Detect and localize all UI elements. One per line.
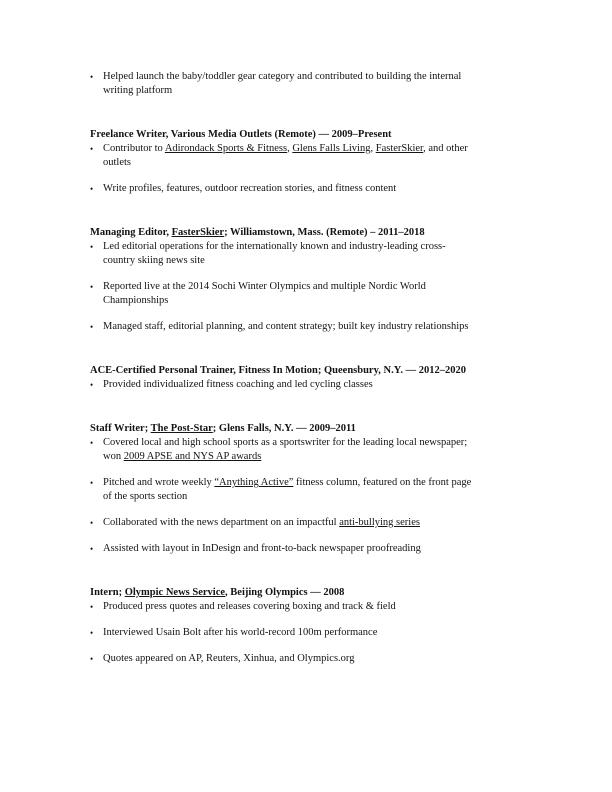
- bullet-marker: •: [90, 478, 94, 488]
- bullet-item: [90, 600, 560, 614]
- text-segment: Reported live at the 2014 Sochi Winter Olympics and multiple Nordic World: [103, 281, 426, 292]
- bullet-item: [90, 542, 560, 556]
- section-heading: [90, 586, 560, 600]
- inline-link[interactable]: FasterSkier: [375, 143, 424, 154]
- section-heading: [90, 422, 560, 436]
- resume-body: [90, 70, 560, 666]
- bullet-marker: •: [90, 184, 94, 194]
- bullet-marker: •: [90, 380, 94, 390]
- text-segment: country skiing news site: [103, 255, 205, 266]
- bullet-text: [103, 626, 560, 640]
- bullet-text: [103, 280, 560, 308]
- inline-link[interactable]: FasterSkier: [171, 227, 225, 238]
- text-segment: Championships: [103, 295, 169, 306]
- text-segment: ,: [370, 143, 376, 154]
- bullet-text: [103, 142, 560, 170]
- text-segment: Produced press quotes and releases covering boxing and track & field: [103, 601, 396, 612]
- bullet-marker: •: [90, 544, 94, 554]
- text-segment: Provided individualized fitness coaching and led cycling classes: [103, 379, 373, 390]
- bullet-marker: •: [90, 144, 94, 154]
- bullet-marker: •: [90, 628, 94, 638]
- text-segment: Staff Writer;: [90, 423, 151, 434]
- text-segment: Pitched and wrote weekly: [103, 477, 215, 488]
- inline-link[interactable]: Olympic News Service: [124, 587, 226, 598]
- inline-link[interactable]: Adirondack Sports & Fitness: [164, 143, 288, 154]
- text-segment: fitness column, featured on the front page: [293, 477, 472, 488]
- bullet-item: [90, 652, 560, 666]
- bullet-text: [103, 476, 560, 504]
- bullet-text: [103, 70, 560, 98]
- bullet-item: [90, 378, 560, 392]
- text-segment: Led editorial operations for the internationally known and industry-leading cross-: [103, 241, 446, 252]
- text-segment: Managing Editor,: [90, 227, 172, 238]
- bullet-marker: •: [90, 438, 94, 448]
- section-heading: [90, 226, 560, 240]
- text-segment: Write profiles, features, outdoor recreation stories, and fitness content: [103, 183, 397, 194]
- bullet-marker: •: [90, 654, 94, 664]
- text-segment: outlets: [103, 157, 131, 168]
- bullet-marker: •: [90, 242, 94, 252]
- inline-link[interactable]: anti-bullying series: [339, 517, 420, 528]
- bullet-text: [103, 240, 560, 268]
- bullet-marker: •: [90, 322, 94, 332]
- continuation-bullets: [90, 70, 560, 98]
- bullet-marker: •: [90, 72, 94, 82]
- bullet-text: [103, 652, 560, 666]
- text-segment: Managed staff, editorial planning, and content strategy; built key industry relationships: [103, 321, 469, 332]
- bullet-text: [103, 516, 560, 530]
- section-staff-writer-post-star: [90, 392, 560, 556]
- bullet-text: [103, 600, 560, 614]
- text-segment: writing platform: [103, 85, 173, 96]
- text-segment: won: [103, 451, 124, 462]
- section-ace-personal-trainer: [90, 334, 560, 392]
- bullet-item: [90, 626, 560, 640]
- sections-container: [90, 98, 560, 666]
- text-segment: Contributor to: [103, 143, 165, 154]
- inline-link[interactable]: 2009 APSE and NYS AP awards: [123, 451, 262, 462]
- bullet-marker: •: [90, 282, 94, 292]
- bullet-marker: •: [90, 602, 94, 612]
- text-segment: ; Glens Falls, N.Y. — 2009–2011: [212, 423, 356, 434]
- bullet-marker: •: [90, 518, 94, 528]
- text-segment: ,: [287, 143, 293, 154]
- bullet-text: [103, 320, 560, 334]
- bullet-text: [103, 182, 560, 196]
- section-intern-olympic-news-service: [90, 556, 560, 666]
- text-segment: of the sports section: [103, 491, 188, 502]
- bullet-item: [90, 320, 560, 334]
- bullet-text: [103, 378, 560, 392]
- text-segment: Covered local and high school sports as a sportswriter for the leading local newspaper;: [103, 437, 468, 448]
- inline-link[interactable]: Glens Falls Living: [292, 143, 371, 154]
- text-segment: Helped launch the baby/toddler gear category and contributed to building the internal: [103, 71, 462, 82]
- bullet-item: [90, 476, 560, 504]
- text-segment: Intern;: [90, 587, 125, 598]
- text-segment: Interviewed Usain Bolt after his world-record 100m performance: [103, 627, 378, 638]
- text-segment: , and other: [423, 143, 468, 154]
- section-heading: [90, 364, 560, 378]
- bullet-text: [103, 542, 560, 556]
- section-managing-editor-fasterskier: [90, 196, 560, 334]
- bullet-item: [90, 516, 560, 530]
- bullet-item: [90, 436, 560, 464]
- bullet-text: [103, 436, 560, 464]
- text-segment: ACE-Certified Personal Trainer, Fitness In Motion; Queensbury, N.Y. — 2012–2020: [90, 365, 466, 376]
- text-segment: , Beijing Olympics — 2008: [225, 587, 345, 598]
- inline-link[interactable]: “Anything Active”: [214, 477, 294, 488]
- text-segment: ; Williamstown, Mass. (Remote) – 2011–2018: [224, 227, 425, 238]
- bullet-item: [90, 182, 560, 196]
- text-segment: Assisted with layout in InDesign and front-to-back newspaper proofreading: [103, 543, 421, 554]
- section-freelance-writer: [90, 98, 560, 196]
- section-heading: [90, 128, 560, 142]
- inline-link[interactable]: The Post-Star: [150, 423, 213, 434]
- bullet-item: [90, 142, 560, 170]
- bullet-item: [90, 240, 560, 268]
- text-segment: Collaborated with the news department on an impactful: [103, 517, 340, 528]
- text-segment: Freelance Writer, Various Media Outlets (Remote) — 2009–Present: [90, 129, 392, 140]
- bullet-item: [90, 70, 560, 98]
- bullet-item: [90, 280, 560, 308]
- text-segment: Quotes appeared on AP, Reuters, Xinhua, and Olympics.org: [103, 653, 355, 664]
